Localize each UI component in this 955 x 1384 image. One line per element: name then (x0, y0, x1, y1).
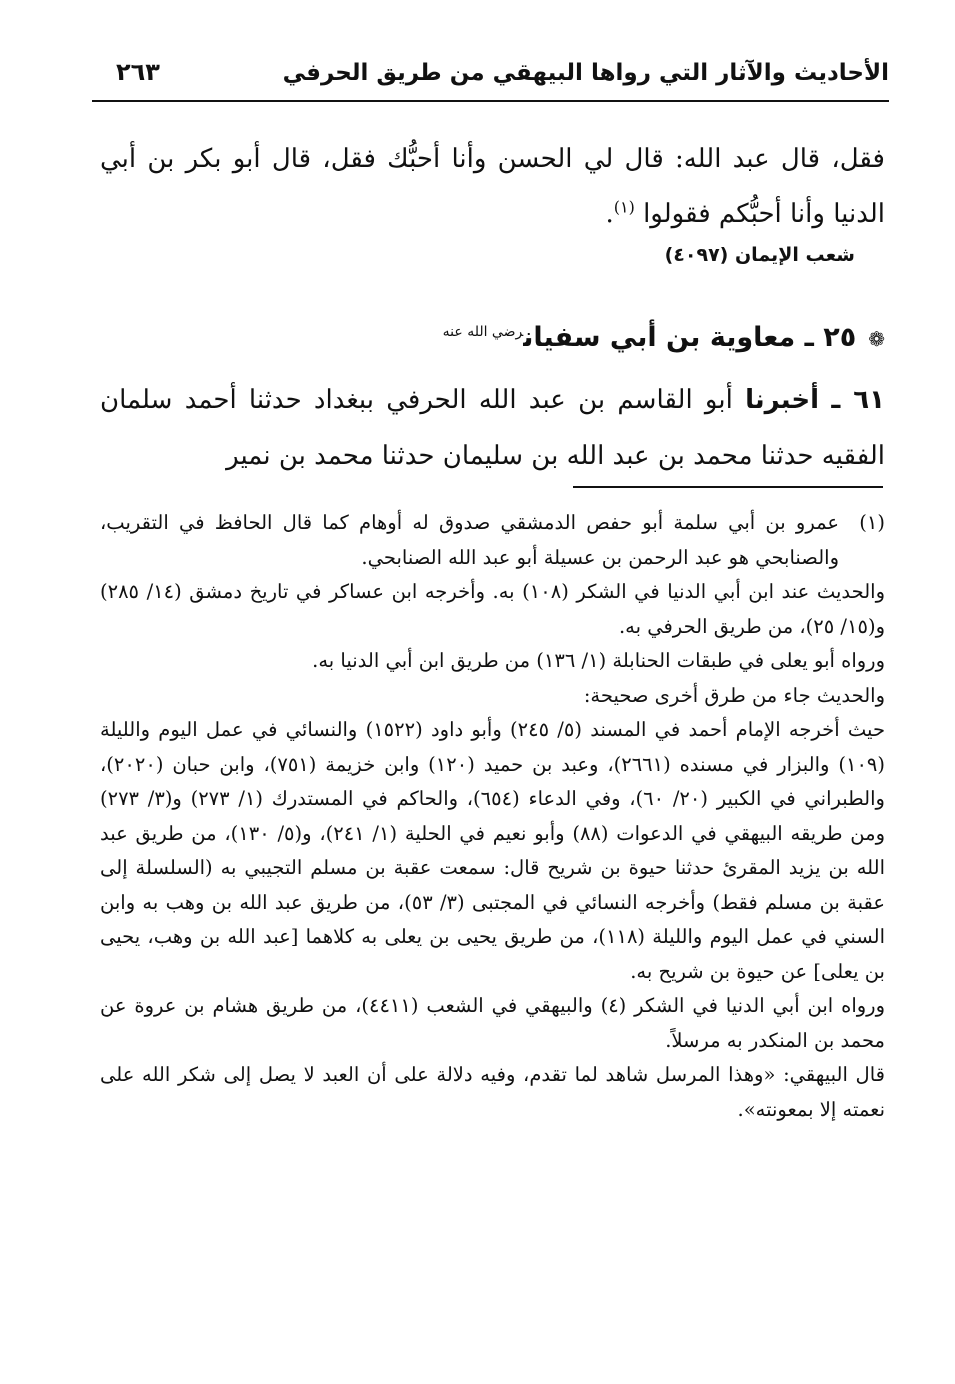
hadith-paragraph (100, 372, 885, 484)
footnote-paragraph: والحديث جاء من طرق أخرى صحيحة: (583, 683, 885, 707)
main-paragraph-end: . (605, 199, 614, 229)
footnote-paragraph: حيث أخرجه الإمام أحمد في المسند (٥/ ٢٤٥) وأبو داود (١٥٢٢) والنسائي في عمل اليوم والليلة (١٠٩) والبزار في مسنده (٢٦٦١)، وعبد بن حميد (١٢٠) وابن خزيمة (٧٥١)، وابن حبان (٢٠٢٠)، والطبراني في الكبير (٢٠/ ٦٠)، وفي الدعاء (٦٥٤)، والحاكم في المستدرك (١/ ٢٧٣) و(٣/ ٢٧٣) ومن طريقه البيهقي في الدعوات (٨٨) وأبو نعيم في الحلية (١/ ٢٤١)، و(٥/ ١٣٠)، من طريق عبد الله بن يزيد المقرئ حدثنا حيوة بن شريح قال: سمعت عقبة بن مسلم التجيبي به (السلسلة إلى عقبة بن مسلم فقط) وأخرجه النسائي في المجتبى (٣/ ٥٣)، من طريق عبد الله بن وهب به وابن السني في عمل اليوم والليلة (١١٨)، من طريق يحيى بن يعلى به كلاهما [عبد الله بن وهب، يحيى بن يعلى] عن حيوة بن شريح به. (100, 718, 885, 983)
hadith-number: ٦١ ـ (831, 385, 886, 415)
footnote-label: (١) (859, 511, 885, 534)
section-heading (100, 310, 885, 361)
footnote-paragraph: ورواه أبو يعلى في طبقات الحنابلة (١/ ١٣٦) من طريق ابن أبي الدنيا به. (312, 649, 885, 672)
source-citation: شعب الإيمان (٤٠٩٧) (664, 244, 855, 266)
footnote-paragraph: قال البيهقي: «وهذا المرسل شاهد لما تقدم، وفيه دلالة على أن العبد لا يصل إلى شكر الله على نعمته إلا بمعونته». (100, 1063, 885, 1121)
page-number: ٢٦٣ (116, 58, 160, 86)
main-paragraph (100, 132, 885, 242)
hadith-text: أبو القاسم بن عبد الله الحرفي ببغداد حدثنا أحمد سلمان الفقيه حدثنا محمد بن عبد الله بن سليمان حدثنا محمد بن نمير (100, 385, 885, 471)
honorific: رضي الله عنه (442, 324, 524, 340)
footnote-paragraph: عمرو بن أبي سلمة أبو حفص الدمشقي صدوق له أوهام كما قال الحافظ في التقريب، والصنابحي هو عبد الرحمن بن عسيلة أبو عبد الله الصنابحي. (100, 511, 839, 569)
header-title: الأحاديث والآثار التي رواها البيهقي من طريق الحرفي (282, 60, 889, 86)
main-paragraph-text: فقل، قال عبد الله: قال لي الحسن وأنا أحبُّك فقل، قال أبو بكر بن أبي الدنيا وأنا أحبُّكم فقولوا (100, 144, 885, 229)
footnote-paragraph: والحديث عند ابن أبي الدنيا في الشكر (١٠٨) به. وأخرجه ابن عساكر في تاريخ دمشق (١٤/ ٢٨٥) و(١٥/ ٢٥)، من طريق الحرفي به. (100, 580, 886, 638)
footnote-reference: (١) (613, 197, 635, 217)
hadith-opening-word: أخبرنا (745, 385, 820, 415)
footnote-divider (573, 486, 883, 488)
running-header (92, 54, 889, 102)
section-title: ٢٥ ـ معاوية بن أبي سفيان (523, 322, 857, 353)
footnote-paragraph: ورواه ابن أبي الدنيا في الشكر (٤) والبيهقي في الشعب (٤٤١١)، من طريق هشام بن عروة عن محمد بن المنكدر به مرسلاً. (100, 994, 885, 1052)
flower-icon: ❁ (868, 326, 885, 351)
footnote-body (100, 506, 886, 1127)
footnotes-section (100, 506, 885, 1127)
